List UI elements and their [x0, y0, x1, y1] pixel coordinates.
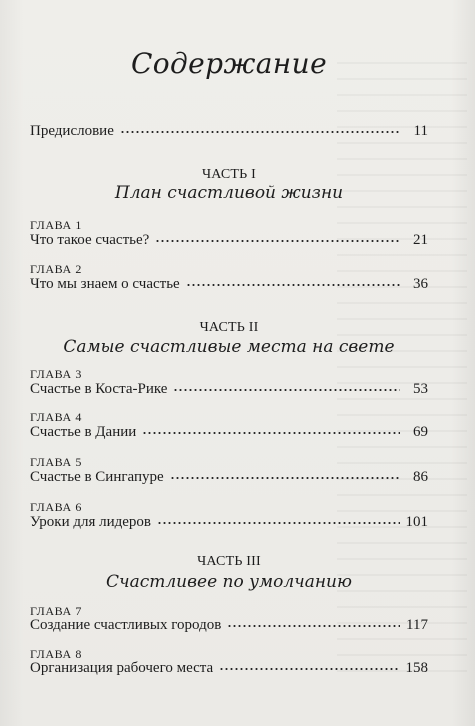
chapter-label: ГЛАВА 2	[30, 262, 82, 276]
dot-leader	[142, 427, 400, 439]
toc-entry-chapter-7	[30, 615, 428, 633]
dot-leader	[173, 384, 400, 396]
toc-page-number: 101	[405, 514, 428, 530]
dot-leader	[186, 279, 400, 291]
toc-page-number: 53	[413, 381, 428, 397]
part-label: ЧАСТЬ II	[199, 320, 259, 335]
toc-page-number: 69	[413, 424, 428, 440]
part-title: Самые счастливые места на свете	[63, 337, 395, 357]
chapter-label: ГЛАВА 1	[30, 218, 82, 232]
toc-page-number: 36	[413, 276, 428, 292]
toc-entry-title: Что такое счастье?	[30, 232, 150, 248]
toc-entry-preface	[30, 121, 428, 139]
dot-leader	[170, 472, 400, 484]
chapter-label: ГЛАВА 8	[30, 647, 82, 661]
toc-entry-title: Создание счастливых городов	[30, 617, 222, 633]
chapter-label: ГЛАВА 5	[30, 455, 82, 469]
chapter-label: ГЛАВА 4	[30, 410, 82, 424]
toc-entry-title: Организация рабочего места	[30, 660, 214, 676]
toc-entry-title: Счастье в Коста-Рике	[30, 381, 168, 397]
toc-entry-chapter-8	[30, 658, 428, 676]
toc-entry-title: Счастье в Сингапуре	[30, 469, 164, 485]
toc-entry-title: Счастье в Дании	[30, 424, 137, 440]
dot-leader	[120, 126, 400, 138]
part-label: ЧАСТЬ I	[201, 167, 256, 182]
chapter-label: ГЛАВА 6	[30, 500, 82, 514]
toc-page-number: 21	[413, 232, 428, 248]
toc-page-number: 86	[413, 469, 428, 485]
toc-entry-chapter-3	[30, 379, 428, 397]
toc-entry-chapter-6	[30, 512, 428, 530]
toc-entry-chapter-2	[30, 274, 428, 292]
toc-entry-title: Предисловие	[30, 123, 114, 139]
toc-entry-title: Уроки для лидеров	[30, 514, 152, 530]
part-title: Счастливее по умолчанию	[106, 572, 352, 592]
toc-page-number: 11	[413, 123, 428, 139]
toc-entry-chapter-4	[30, 422, 428, 440]
toc-entry-chapter-1	[30, 230, 428, 248]
dot-leader	[227, 620, 400, 632]
toc-entry-title: Что мы знаем о счастье	[30, 276, 180, 292]
chapter-label: ГЛАВА 3	[30, 367, 82, 381]
chapter-label: ГЛАВА 7	[30, 604, 82, 618]
part-title: План счастливой жизни	[114, 183, 344, 203]
dot-leader	[219, 663, 399, 675]
dot-leader	[157, 517, 399, 529]
toc-entry-chapter-5	[30, 467, 428, 485]
table-of-contents	[30, 0, 428, 726]
page-title: Содержание	[130, 47, 328, 80]
toc-page-number: 117	[406, 617, 428, 633]
dot-leader	[155, 235, 400, 247]
toc-page-number: 158	[405, 660, 428, 676]
part-label: ЧАСТЬ III	[197, 554, 261, 569]
